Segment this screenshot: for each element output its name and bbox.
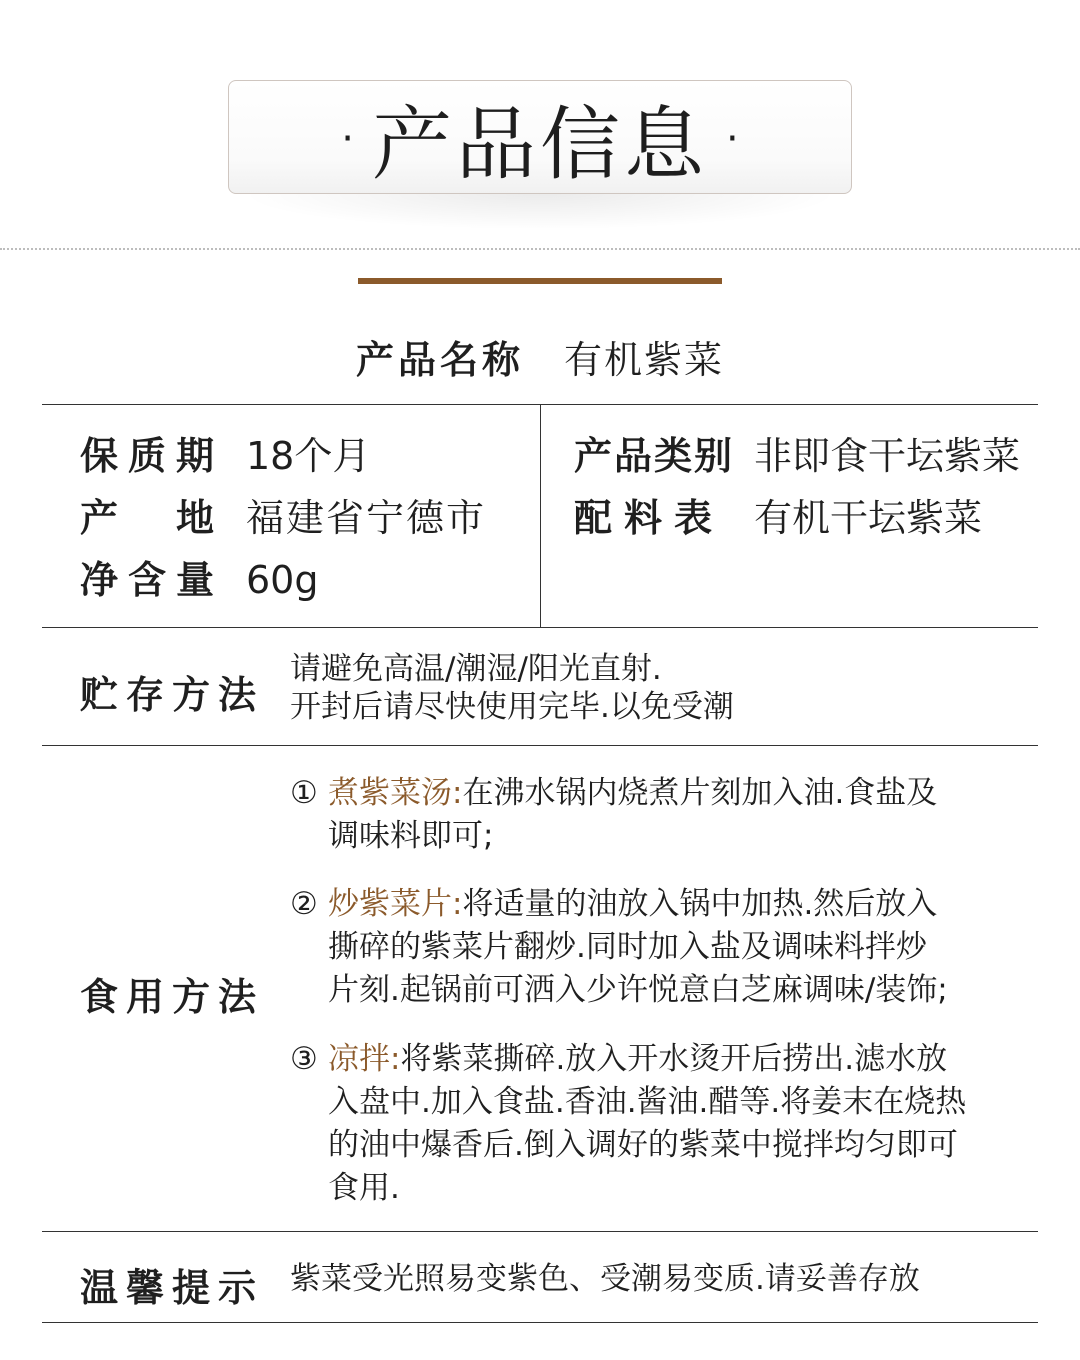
method-title: 炒紫菜片: — [328, 886, 463, 922]
method-title: 煮紫菜汤: — [328, 775, 463, 811]
storage-text — [290, 650, 734, 726]
title-banner — [228, 80, 852, 194]
method-text: 在沸水锅内烧煮片刻加入油.食盐及 — [462, 775, 938, 811]
method-number: ② — [290, 886, 318, 922]
net-content-label: 净含量 — [80, 558, 225, 602]
method-text: 的油中爆香后.倒入调好的紫菜中搅拌均匀即可 — [328, 1127, 958, 1163]
usage-method-3 — [290, 1038, 1020, 1210]
product-name-label: 产品名称 — [355, 338, 524, 382]
method-text: 调味料即可; — [328, 818, 494, 854]
usage-method-1 — [290, 772, 1020, 858]
usage-label: 食用方法 — [80, 975, 265, 1019]
usage-method-2 — [290, 883, 1020, 1012]
storage-label: 贮存方法 — [80, 673, 265, 717]
info-row-shelf-life — [80, 426, 370, 486]
origin-label: 产 地 — [80, 496, 225, 540]
title-shadow — [240, 194, 840, 230]
product-name-value: 有机紫菜 — [564, 338, 725, 382]
method-title: 凉拌: — [328, 1041, 401, 1077]
method-number: ③ — [290, 1041, 318, 1077]
net-content-value: 60g — [246, 558, 319, 602]
method-text: 撕碎的紫菜片翻炒.同时加入盐及调味料拌炒 — [328, 929, 927, 965]
method-text: 食用. — [328, 1170, 400, 1206]
ingredients-label: 配料表 — [574, 496, 725, 540]
title-dot-left: · — [341, 116, 354, 162]
method-text: 将适量的油放入锅中加热.然后放入 — [462, 886, 938, 922]
ingredients-value: 有机干坛紫菜 — [754, 496, 983, 540]
title-dot-right: · — [726, 116, 739, 162]
product-name-row — [0, 330, 1080, 390]
category-label: 产品类别 — [574, 434, 735, 478]
page-title: 产品信息 — [372, 97, 708, 191]
table-rule-bottom — [42, 1322, 1038, 1323]
info-row-ingredients — [574, 488, 982, 548]
table-rule-center — [540, 404, 541, 627]
info-row-net-content — [80, 550, 318, 610]
storage-line: 开封后请尽快使用完毕.以免受潮 — [290, 689, 734, 725]
method-text: 入盘中.加入食盐.香油.酱油.醋等.将姜末在烧热 — [328, 1084, 967, 1120]
category-value: 非即食干坛紫菜 — [754, 434, 1021, 478]
table-rule-usage-bottom — [42, 1231, 1038, 1232]
tip-label: 温馨提示 — [80, 1266, 265, 1310]
origin-value: 福建省宁德市 — [246, 496, 487, 540]
dotted-divider — [0, 248, 1080, 250]
method-text: 将紫菜撕碎.放入开水烫开后捞出.滤水放 — [400, 1041, 948, 1077]
shelf-life-label: 保质期 — [80, 434, 225, 478]
method-number: ① — [290, 775, 318, 811]
info-row-origin — [80, 488, 486, 548]
method-text: 片刻.起锅前可洒入少许悦意白芝麻调味/装饰; — [328, 972, 948, 1008]
shelf-life-value: 18个月 — [246, 434, 371, 478]
table-rule-storage-bottom — [42, 745, 1038, 746]
info-row-category — [574, 426, 1020, 486]
accent-bar — [358, 278, 722, 284]
storage-line: 请避免高温/潮湿/阳光直射. — [290, 651, 662, 687]
table-rule-info-bottom — [42, 627, 1038, 628]
tip-text: 紫菜受光照易变紫色、受潮易变质.请妥善存放 — [290, 1261, 920, 1297]
